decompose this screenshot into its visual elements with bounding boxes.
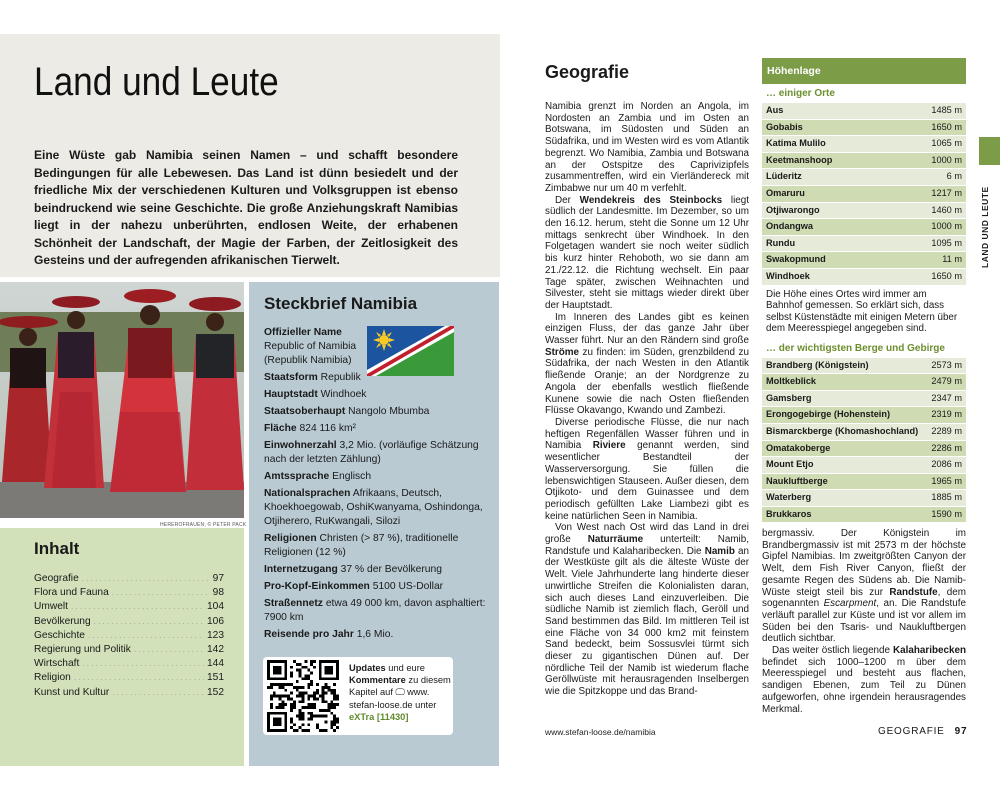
toc-leader-dots (74, 671, 204, 685)
bold-term: Randstufe (889, 586, 938, 598)
factsheet-value: 37 % der Bevölkerung (340, 564, 442, 575)
photo-credit: HEREROFRAUEN; © PETER PACK (160, 522, 247, 528)
elevation-name: Aus (766, 105, 784, 115)
chapter-tab-marker (979, 137, 1000, 165)
factsheet-title: Steckbrief Namibia (264, 294, 418, 313)
elevation-name: Mount Etjo (766, 459, 814, 470)
toc-item-page: 152 (207, 686, 224, 698)
factsheet-item (264, 487, 489, 529)
footer-page-info (878, 726, 967, 737)
factsheet-label: Pro-Kopf-Einkommen (264, 581, 370, 592)
toc-item-page: 106 (207, 615, 224, 627)
factsheet-value: 824 116 km² (299, 423, 356, 434)
elevation-row (762, 169, 966, 186)
body-paragraph: Namibia grenzt im Norden an Angola, im Nordosten an Zambia und im Osten an Botswana, im Südosten und Süden an Südafrika, und im Westen wird es vom Atlantik begrenzt. Wo Namibia, Zambia und Botswana an der Ostspitze des Caprivizipfels zusammentreffen, wird ein Vierländereck mit Zimbabwe nur um 40 m verfehlt. (545, 101, 749, 194)
toc-item-label: Flora und Fauna (34, 587, 109, 599)
chapter-title: Land und Leute (34, 60, 279, 104)
toc-item-page: 104 (207, 601, 224, 613)
toc-leader-dots (88, 629, 204, 643)
elevation-name: Moltkeblick (766, 376, 817, 387)
body-paragraph (545, 417, 749, 522)
text-span: befindet sich 1000–1200 m über dem Meeresspiegel und besteht aus flachen, sandigen Ebenen, zum Teil zu Dünen aufgeworfen, ohne irgendein herausragendes Merkmal. (762, 656, 966, 715)
toc-item[interactable] (34, 643, 224, 657)
factsheet-label: Hauptstadt (264, 389, 318, 400)
elevation-row (762, 203, 966, 220)
qr-code-icon[interactable] (267, 660, 339, 732)
factsheet-value: Englisch (332, 471, 372, 482)
mountains-rows (762, 358, 966, 524)
elevation-value: 2286 m (931, 442, 962, 453)
namibia-flag (367, 326, 454, 376)
toc-item-label: Regierung und Politik (34, 644, 131, 656)
factsheet-value: Republik (320, 372, 361, 383)
factsheet-item (264, 532, 489, 560)
factsheet-label: Nationalsprachen (264, 488, 351, 499)
elevation-row (762, 391, 966, 408)
factsheet-value: Nangolo Mbumba (348, 406, 430, 417)
elevation-row (762, 474, 966, 491)
body-paragraph (762, 645, 966, 715)
elevation-name: Omatakoberge (766, 442, 831, 453)
elevation-value: 1485 m (931, 105, 962, 115)
elevation-value: 1095 m (931, 237, 962, 248)
text-span: bergmassiv. Der Königstein im Brandbergmassiv ist mit 2573 m der höchste Gipfel Namibias. Im zweitgrößten Canyon der Welt, dem Fish River Canyon, fließt der gesamte Regen des Südens ab. Die Namib-Wüste steigt steil bis zur (762, 528, 966, 598)
toc-item-label: Umwelt (34, 601, 68, 613)
elevation-row (762, 424, 966, 441)
toc-item-page: 97 (212, 573, 224, 584)
qr-info-text: Updates und eure Kommentare zu diesem Kapitel auf 🖵 www. stefan-loose.de unter eXTra [11430] (349, 663, 451, 722)
toc-item[interactable] (34, 615, 224, 629)
elevation-row (762, 120, 966, 137)
elevation-value: 11 m (942, 254, 962, 265)
text-span: , an. Die Randstufe verläuft parallel zur Küste und ist vor allem im Süden bei den Tsaris- und Naukluftbergen deutlich sichtbar. (762, 598, 966, 645)
elevation-row (762, 374, 966, 391)
toc-item[interactable] (34, 572, 224, 586)
elevation-value: 2289 m (931, 425, 962, 436)
toc-leader-dots (112, 586, 210, 600)
toc-leader-dots (71, 600, 204, 614)
toc-item-page: 142 (207, 644, 224, 656)
chapter-intro: Eine Wüste gab Namibia seinen Namen – und schafft besondere Bedingungen für alle Lebewesen. Das Land ist dünn besiedelt und der friedliche Mix der verschiedenen Kulturen und Volksgruppen ist ebenso beindruckend wie seine Geschichte. Die große Anziehungskraft Namibias liegt in der nahezu unberührten, endlosen Weite, der erhabenen Schönheit der Landschaft, der Magie der Farben, der Zeitlosigkeit des Gesteins und der aufregenden afrikanischen Tierwelt. (34, 148, 458, 267)
elevation-value: 2479 m (931, 376, 962, 387)
elevation-table-title: Höhenlage (762, 58, 966, 84)
text-span: , dem sogenannten (762, 586, 966, 610)
elevation-note: Die Höhe eines Ortes wird immer am Bahnhof gemessen. So erklärt sich, dass selbst Küstenstädte mit einigen Metern über dem Meeresspiegel angegeben sind. (766, 288, 958, 335)
mountains-heading: … der wichtigsten Berge und Gebirge (766, 342, 945, 354)
body-paragraph (545, 195, 749, 312)
elevation-name: Lüderitz (766, 171, 802, 182)
elevation-row (762, 490, 966, 507)
body-paragraph (762, 528, 966, 645)
elevation-value: 1650 m (931, 121, 962, 132)
factsheet-item (264, 597, 489, 625)
toc-item-label: Kunst und Kultur (34, 686, 110, 698)
elevation-name: Gobabis (766, 121, 803, 132)
factsheet-value: Christen (> 87 %), traditionelle Religionen (12 %) (264, 533, 459, 558)
toc-item-page: 123 (207, 629, 224, 641)
factsheet-item (264, 405, 489, 419)
bold-term: Naturräume (587, 534, 644, 546)
elevation-name: Brandberg (Königstein) (766, 359, 869, 370)
elevation-value: 1965 m (931, 475, 962, 486)
factsheet-item (264, 388, 489, 402)
elevation-name: Waterberg (766, 492, 812, 503)
elevation-name: Windhoek (766, 270, 810, 281)
text-span: Von West nach Ost wird das Land in drei große (545, 522, 749, 546)
elevation-table (762, 58, 966, 523)
elevation-value: 1000 m (931, 154, 962, 165)
factsheet-item (264, 422, 489, 436)
toc-item-label: Wirtschaft (34, 658, 80, 670)
toc-item-label: Geografie (34, 573, 79, 584)
elevation-row (762, 269, 966, 286)
elevation-value: 1000 m (931, 221, 962, 232)
toc-item[interactable] (34, 629, 224, 643)
elevation-name: Gamsberg (766, 392, 812, 403)
elevation-name: Brukkaros (766, 508, 812, 519)
toc-item[interactable] (34, 671, 224, 685)
elevation-value: 6 m (946, 171, 962, 182)
factsheet-value: 5100 US-Dollar (372, 581, 444, 592)
elevation-name: Rundu (766, 237, 796, 248)
elevation-row (762, 252, 966, 269)
factsheet-value: 3,2 Mio. (vorläufige Schätzung nach der letzten Zählung) (264, 440, 479, 465)
text-span: Im Inneren des Landes gibt es keinen einzigen Fluss, der das ganze Jahr über Wasser führt. Nur an den Rändern sind große (545, 311, 749, 347)
bold-term: Ströme (545, 346, 580, 358)
factsheet-label: Fläche (264, 423, 297, 434)
elevation-value: 1460 m (931, 204, 962, 215)
elevation-value: 1885 m (931, 492, 962, 503)
factsheet-value: etwa 49 000 km, davon asphaltiert: 7900 km (264, 598, 486, 623)
elevation-row (762, 457, 966, 474)
toc-leader-dots (82, 572, 210, 586)
computer-icon: 🖵 (395, 687, 408, 698)
text-span: liegt südlich der Landesmitte. Im Dezember, so um den 16.12. herum, steht die Sonne um 12 Uhr mittags senkrecht über Windhoek. In den Folgetagen wandert sie noch weiter südlich bis kurz hinter Rehoboth, wo sie dann am 21./22.12. die Richtung wechselt. Ein paar Tage später, zwischen Weihnachten und Silvester, steht sie mittags wieder direkt über der Hauptstadt. (545, 194, 750, 311)
factsheet-label: Internetzugang (264, 564, 338, 575)
photo-illustration (0, 282, 244, 518)
factsheet-label: Religionen (264, 533, 317, 544)
text-span: genannt werden, sind wesentlicher Bestandteil der Wasserversorgung. Sie füllen die lebenswichtigen Stauseen. Außer diesen, dem Otjikoto- und dem Guinassee und dem periodisch gefüllten Lake Liambezi gibt es keine natürlichen Seen in Namibia. (545, 440, 749, 522)
elevation-name: Erongogebirge (Hohenstein) (766, 409, 891, 420)
elevation-row (762, 236, 966, 253)
factsheet-label: Einwohnerzahl (264, 440, 337, 451)
elevation-name: Omaruru (766, 187, 805, 198)
elevation-row (762, 103, 966, 120)
elevation-row (762, 136, 966, 153)
page-number: 97 (954, 726, 968, 737)
chapter-side-label: LAND UND LEUTE (980, 186, 990, 268)
toc-title: Inhalt (34, 539, 80, 558)
toc-item-label: Religion (34, 672, 71, 684)
bold-term: Riviere (592, 440, 626, 452)
elevation-name: Katima Mulilo (766, 138, 826, 149)
elevation-row (762, 186, 966, 203)
elevation-value: 1217 m (931, 187, 962, 198)
elevation-row (762, 407, 966, 424)
toc-item-page: 144 (207, 658, 224, 670)
factsheet-value: Afrikaans, Deutsch, Khoekhoegowab, OshiKwanyama, Oshindonga, Otjiherero, RuKwangali, Silozi (264, 488, 483, 527)
toc-leader-dots (112, 686, 204, 700)
bold-term: Namib (704, 545, 735, 557)
text-span: Der (555, 194, 580, 206)
elevation-value: 1590 m (931, 508, 962, 519)
factsheet-label: Staatsform (264, 372, 318, 383)
body-paragraph (545, 312, 749, 417)
elevation-name: Keetmanshoop (766, 154, 833, 165)
elevation-value: 2347 m (931, 392, 962, 403)
text-span: Das weiter östlich liegende (772, 645, 893, 657)
bold-term: Kalaharibecken (892, 645, 966, 657)
toc-item-label: Geschichte (34, 629, 85, 641)
section-title: Geografie (545, 62, 630, 82)
elevation-value: 2319 m (931, 409, 962, 420)
text-span: Diverse periodische Flüsse, die nur nach heftigen Regenfällen Wasser führen und in Namibia (545, 416, 749, 452)
toc-item[interactable] (34, 586, 224, 600)
bold-term: Wendekreis des Steinbocks (579, 194, 723, 206)
factsheet-label: Offizieller Name (264, 327, 342, 338)
italic-term: Escarpment (823, 598, 877, 610)
extra-code-link[interactable]: eXTra [11430] (349, 711, 409, 722)
elevation-value: 2086 m (931, 459, 962, 470)
body-column-2 (762, 528, 966, 715)
text-span: unterteilt: Namib, Randstufe und Kalaharibecken. Die (545, 534, 749, 557)
factsheet-label: Staatsoberhaupt (264, 406, 346, 417)
toc-list (34, 572, 224, 700)
toc-item-page: 151 (207, 672, 224, 684)
factsheet-label: Amtssprache (264, 471, 330, 482)
elevation-row (762, 507, 966, 524)
footer-section: GEOGRAFIE (878, 726, 945, 737)
elevation-row (762, 219, 966, 236)
text-span: zu finden: im Süden, grenzbildend zu Südafrika, der nach Westen in den Atlantik fließende Oranje; an der Nordgrenze zu Angola der ebenfalls westlich fließende Kunene sowie die nach Osten fließenden Flüsse Okavango, Kwando und Zambezi. (545, 346, 749, 417)
factsheet-label: Straßennetz (264, 598, 323, 609)
toc-item[interactable] (34, 686, 224, 700)
elevation-row (762, 358, 966, 375)
factsheet-item (264, 326, 364, 368)
elevation-name: Otjiwarongo (766, 204, 820, 215)
elevation-name: Naukluftberge (766, 475, 828, 486)
towns-rows (762, 103, 966, 286)
factsheet-item (264, 470, 489, 484)
toc-leader-dots (82, 657, 204, 671)
elevation-name: Ondangwa (766, 221, 813, 232)
elevation-value: 1650 m (931, 270, 962, 281)
toc-leader-dots (134, 643, 204, 657)
factsheet-item (264, 439, 489, 467)
toc-item-page: 98 (212, 587, 224, 599)
herero-women-photo (0, 282, 244, 518)
elevation-row (762, 153, 966, 170)
toc-leader-dots (94, 615, 204, 629)
elevation-row (762, 441, 966, 458)
factsheet-item (264, 628, 489, 642)
text-span: an der Westküste gilt als die älteste Wüste der Welt. Viele Jahrhunderte lang hinderte dieser unwirtliche Streifen die Kolonialisten daran, sich auch dieses Land einzuverleiben. Die südliche Namib ist ziemlich flach, Geröll und Sand bestimmen das Bild. Im mittleren Teil ist eine Fläche von 34 000 km2 mit feinstem Sand bedeckt, beim Sossusvlei türmt sich dieser zu gigantischen Dünen auf. Der nördliche Teil der Namib ist wiederum flache Geröllwüste mit herausragenden Inselbergen wie die Spitzkoppe und das Brand- (545, 545, 749, 698)
body-column-1 (545, 101, 749, 698)
factsheet-value: Windhoek (320, 389, 367, 400)
elevation-value: 2573 m (931, 359, 962, 370)
factsheet-item (264, 563, 489, 577)
toc-item[interactable] (34, 600, 224, 614)
factsheet-label: Reisende pro Jahr (264, 629, 354, 640)
elevation-name: Bismarckberge (Khomashochland) (766, 425, 919, 436)
elevation-value: 1065 m (931, 138, 962, 149)
factsheet-value: Republic of Namibia (Republik Namibia) (264, 341, 357, 366)
footer-url[interactable]: www.stefan-loose.de/namibia (545, 727, 656, 737)
factsheet-value: 1,6 Mio. (356, 629, 394, 640)
towns-heading: … einiger Orte (766, 88, 835, 99)
toc-item[interactable] (34, 657, 224, 671)
body-paragraph (545, 522, 749, 698)
elevation-name: Swakopmund (766, 254, 826, 265)
factsheet-item (264, 580, 489, 594)
toc-item-label: Bevölkerung (34, 615, 91, 627)
